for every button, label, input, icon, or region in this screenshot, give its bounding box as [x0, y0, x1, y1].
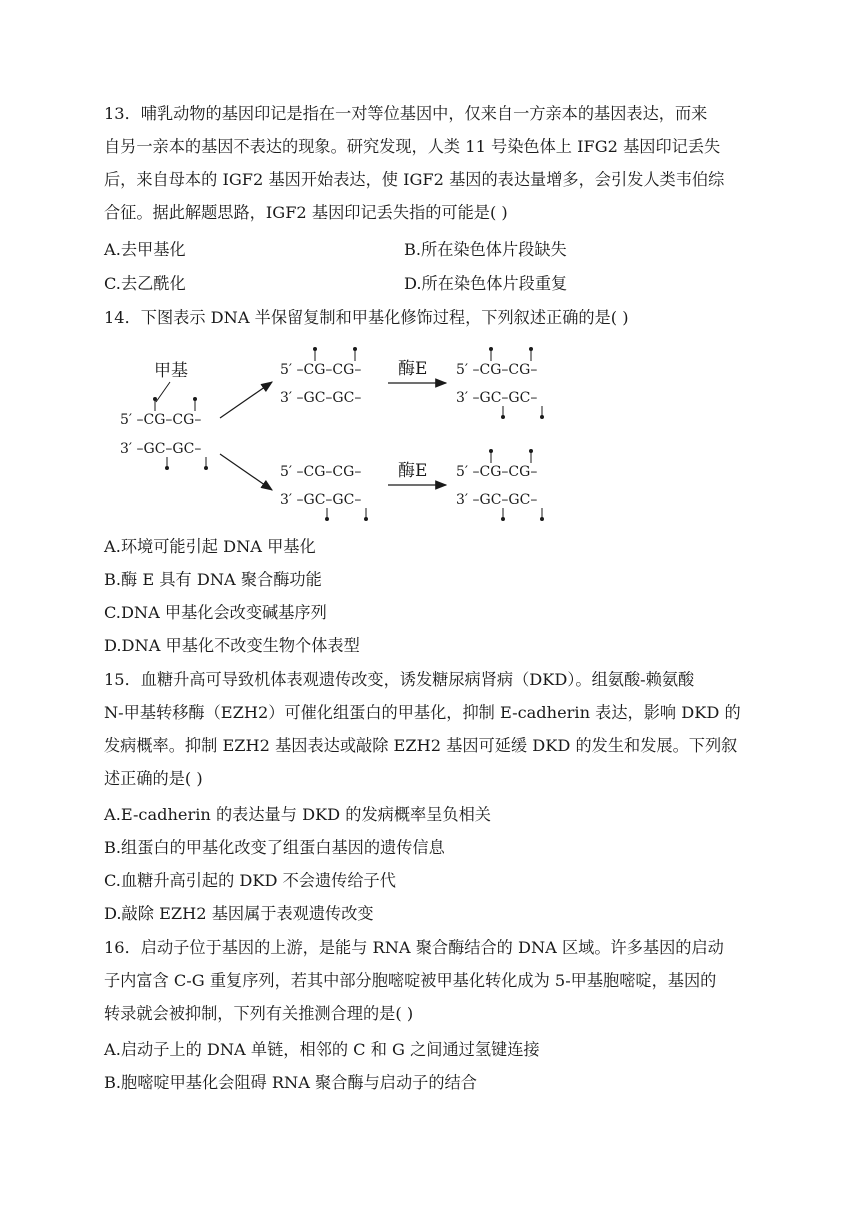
lower-methylated-top: 5′ –CG–CG–	[456, 464, 538, 480]
q15-option-c: C.血糖升高引起的 DKD 不会遗传给子代	[104, 871, 396, 890]
q16-option-b: B.胞嘧啶甲基化会阻碍 RNA 聚合酶与启动子的结合	[104, 1073, 477, 1092]
q13-option-b: B.所在染色体片段缺失	[404, 240, 567, 259]
methyl-marks-upper-methylated	[489, 347, 544, 419]
lower-daughter-bottom: 3′ –GC–GC–	[280, 492, 362, 508]
methyl-marks-original-bottom	[165, 457, 208, 470]
upper-methylated-top: 5′ –CG–CG–	[456, 362, 538, 378]
methyl-marks-lower-daughter	[325, 508, 368, 521]
upper-daughter-top: 5′ –CG–CG–	[280, 362, 362, 378]
q15-option-a: A.E-cadherin 的表达量与 DKD 的发病概率呈负相关	[104, 805, 491, 824]
q13-stem-line-3: 后，来自母本的 IGF2 基因开始表达，使 IGF2 基因的表达量增多，会引发人类韦伯综	[104, 170, 725, 189]
lower-methylated-bottom: 3′ –GC–GC–	[456, 492, 538, 508]
q15-stem-line-2: N-甲基转移酶（EZH2）可催化组蛋白的甲基化，抑制 E-cadherin 表达，影响 DKD 的	[104, 703, 741, 722]
q15-stem-line-1: 15．血糖升高可导致机体表观遗传改变，诱发糖尿病肾病（DKD）。组氨酸-赖氨酸	[104, 670, 695, 689]
q13-stem-line-2: 自另一亲本的基因不表达的现象。研究发现，人类 11 号染色体上 IFG2 基因印记丢失	[104, 137, 721, 156]
upper-methylated-bottom: 3′ –GC–GC–	[456, 390, 538, 406]
q16-stem-line-1: 16．启动子位于基因的上游，是能与 RNA 聚合酶结合的 DNA 区域。许多基因的启动	[104, 938, 724, 957]
q16-stem-line-3: 转录就会被抑制，下列有关推测合理的是( )	[104, 1004, 414, 1023]
methyl-pointer-line	[156, 382, 170, 402]
q16-option-a: A.启动子上的 DNA 单链，相邻的 C 和 G 之间通过氢键连接	[104, 1040, 540, 1059]
original-strand-top: 5′ –CG–CG–	[120, 412, 202, 428]
upper-daughter-bottom: 3′ –GC–GC–	[280, 390, 362, 406]
q13-option-a: A.去甲基化	[104, 240, 186, 259]
original-strand-bottom: 3′ –GC–GC–	[120, 441, 202, 457]
q14-option-c: C.DNA 甲基化会改变碱基序列	[104, 603, 327, 622]
lower-daughter-top: 5′ –CG–CG–	[280, 464, 362, 480]
q15-stem-line-4: 述正确的是( )	[104, 769, 203, 788]
methyl-marks-original-top	[153, 397, 197, 411]
q14-option-d: D.DNA 甲基化不改变生物个体表型	[104, 636, 360, 655]
q15-stem-line-3: 发病概率。抑制 EZH2 基因表达或敲除 EZH2 基因可延缓 DKD 的发生和发展。下列叙	[104, 736, 738, 755]
q14-option-b: B.酶 E 具有 DNA 聚合酶功能	[104, 570, 322, 589]
enzyme-label-lower: 酶E	[398, 461, 428, 481]
q13-option-c: C.去乙酰化	[104, 274, 186, 293]
q15-option-b: B.组蛋白的甲基化改变了组蛋白基因的遗传信息	[104, 838, 445, 857]
q14-option-a: A.环境可能引起 DNA 甲基化	[104, 537, 316, 556]
q13-option-d: D.所在染色体片段重复	[404, 274, 568, 293]
q15-option-d: D.敲除 EZH2 基因属于表观遗传改变	[104, 904, 374, 923]
methyl-marks-upper-daughter	[313, 347, 357, 361]
methyl-marks-lower-methylated	[489, 449, 544, 521]
replication-arrow-up	[220, 382, 272, 418]
dna-methylation-diagram	[116, 340, 576, 528]
q13-stem-line-4: 合征。据此解题思路，IGF2 基因印记丢失指的可能是( )	[104, 203, 508, 222]
methyl-label: 甲基	[154, 361, 188, 381]
enzyme-label-upper: 酶E	[398, 359, 428, 379]
q13-stem-line-1: 13．哺乳动物的基因印记是指在一对等位基因中，仅来自一方亲本的基因表达，而来	[104, 104, 708, 123]
q14-stem: 14．下图表示 DNA 半保留复制和甲基化修饰过程，下列叙述正确的是( )	[104, 308, 629, 327]
replication-arrow-down	[220, 454, 272, 490]
q16-stem-line-2: 子内富含 C-G 重复序列，若其中部分胞嘧啶被甲基化转化成为 5-甲基胞嘧啶，基因的	[104, 971, 717, 990]
